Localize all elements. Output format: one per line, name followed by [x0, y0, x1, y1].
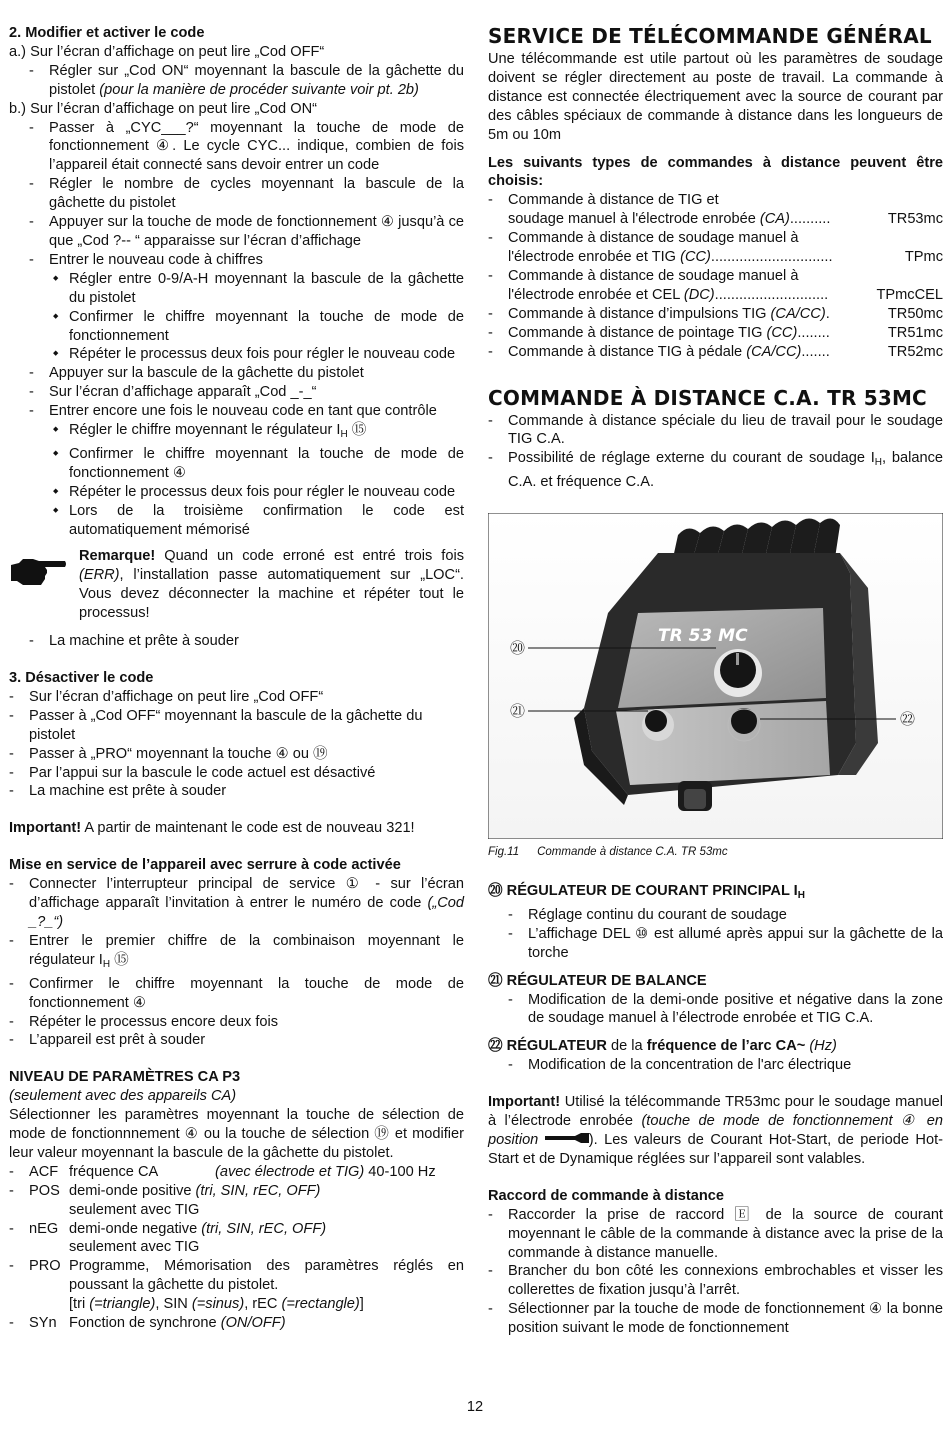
step-2b-item-7: - Entrer encore une fois le nouveau code en tant que contrôle [9, 402, 464, 421]
step-2b-item-3: - Appuyer sur la touche de mode de fonctionnement ④ jusqu’à ce que „Cod ?-- “ apparaisse sur l’écran d’affichage [9, 213, 464, 251]
callout-21: ㉑ [510, 702, 526, 721]
step-2b-bullet-1: ◆ Régler entre 0-9/A-H moyennant la bascule de la gâchette du pistolet [9, 270, 464, 308]
remote-type-item [488, 229, 943, 267]
niveau-subtitle: (seulement avec des appareils CA) [9, 1088, 237, 1105]
step-2a: a.) Sur l’écran d’affichage on peut lire „Cod OFF“ [9, 43, 325, 60]
remote-type-line2 [508, 286, 943, 305]
tr-item-1: - Commande à distance spéciale du lieu de travail pour le soudage TIG C.A. [488, 412, 943, 450]
parameter-list [9, 1163, 464, 1258]
remote-type-desc-text: soudage manuel à l'électrode enrobée [508, 211, 760, 228]
remote-type-desc [508, 248, 833, 267]
remote-type-code: TPmcCEL [876, 286, 943, 303]
param-row [9, 1220, 464, 1258]
regulateur-20-title [488, 882, 943, 906]
param-dash: - [9, 1315, 14, 1332]
important-r-label: Important! [488, 1094, 561, 1111]
remark-text-a: Quand un code erroné est entré trois fois [155, 548, 464, 565]
param-desc-text: demi-onde negative [69, 1220, 198, 1237]
remote-type-code: TR53mc [887, 211, 943, 228]
remote-type-desc [508, 343, 830, 362]
step-3-item-1: - Sur l’écran d’affichage on peut lire „Cod OFF“ [9, 688, 464, 707]
remote-type-line1: - Commande à distance de TIG et [508, 192, 719, 209]
remote-type-line2 [508, 248, 943, 267]
raccord-item-2: - Brancher du bon côté les connexions embrochables et visser les collerettes de fixation jusqu’à l’arrêt. [488, 1262, 943, 1300]
bullet-4-text: Régler le chiffre moyennant le régulateur I [69, 422, 341, 439]
important-r-a: Utilisé la télécommande TR53mc pour le soudage manuel à l’électrode enrobée [488, 1094, 943, 1130]
r22-title-c: fréquence de l’arc CA~ [646, 1038, 806, 1055]
remote-type-code: TR51mc [887, 324, 943, 341]
r20-title-sub: H [797, 890, 805, 902]
param-desc-italic: (tri, SIN, rEC, OFF) [191, 1182, 321, 1199]
remote-type-line1: - Commande à distance de soudage manuel à [508, 267, 799, 284]
important-label: Important! [9, 820, 82, 837]
param-pro [9, 1257, 464, 1314]
intro-text: Une télécommande est utile partout où les paramètres de soudage doivent se régler directement au poste de travail. La commande à distance est connectée électriquement avec la source de courant par des câbles spéciaux de commande à distance dans les longueurs de 5m ou 10m [488, 51, 943, 143]
left-column [9, 24, 464, 1333]
r20-item-1: - Réglage continu du courant de soudage [488, 906, 943, 925]
remote-type-item [488, 191, 943, 229]
param-desc [69, 1182, 464, 1201]
pro-l2-b: (=triangle) [89, 1296, 156, 1313]
param-code: ACF [29, 1163, 59, 1180]
param-pro-code: PRO [29, 1258, 61, 1275]
figure-caption-text: Commande à distance C.A. TR 53mc [537, 846, 728, 859]
param-syn-desc [69, 1314, 464, 1333]
remote-type-item [488, 324, 943, 343]
remote-types-list [488, 191, 943, 304]
important-text: A partir de maintenant le code est de nouveau 321! [81, 820, 415, 837]
types-title: Les suivants types de commandes à distance peuvent être choisis: [488, 154, 943, 190]
remote-type-dots: ........ [797, 324, 830, 341]
pro-l2-a: [tri [69, 1296, 90, 1313]
pro-l2-g: ] [359, 1296, 364, 1313]
remark-err: (ERR) [79, 567, 120, 584]
remote-type-item [488, 305, 943, 324]
mise-item-1 [9, 875, 464, 932]
param-row [9, 1182, 464, 1220]
page-number: 12 [466, 1399, 484, 1415]
mise-item-4: - Répéter le processus encore deux fois [9, 1013, 464, 1032]
remark-text-b: , l’installation passe automatiquement sur „LOC“. Vous devez déconnecter la machine et répéter tout le processus! [79, 567, 464, 622]
remote-type-item [488, 267, 943, 305]
step-2b-bullet-5: ◆ Confirmer le chiffre moyennant la touche de mode de fonctionnement ④ [9, 445, 464, 483]
tr-2-post: , balance C.A. et fréquence C.A. [508, 450, 943, 491]
raccord-item-1: - Raccorder la prise de raccord 🄴 de la source de courant moyennant le câble de la commande à distance avec la prise de la commande à distance manuelle. [488, 1206, 943, 1263]
syn-text: Fonction de synchrone [69, 1315, 221, 1332]
callout-22: ㉒ [900, 710, 916, 729]
remark-label: Remarque! [79, 548, 156, 565]
device-label: TR 53 MC [658, 626, 748, 647]
step-2b-item-4: - Entrer le nouveau code à chiffres [9, 251, 464, 270]
param-syn [9, 1314, 464, 1333]
r22-title-a: ㉒ RÉGULATEUR [488, 1038, 607, 1055]
niveau-text: Sélectionner les paramètres moyennant la touche de sélection de mode de fonctionnnement ④ ou la touche de sélection ⑲ et modifier leur valeur moyennant la bascule de la gâchette du pistolet. [9, 1107, 464, 1161]
figure-tr53mc-photo [488, 513, 943, 839]
raccord-item-3: - Sélectionner par la touche de mode de fonctionnement ④ la bonne position suivant le mode de fonctionnement [488, 1300, 943, 1338]
remote-type-dots: .......... [789, 211, 831, 228]
section-3-title: 3. Désactiver le code [9, 670, 154, 686]
remote-types-single-list [488, 305, 943, 362]
title-tr53mc: COMMANDE À DISTANCE C.A. TR 53MC [488, 385, 927, 410]
mise-2-text: Entrer le premier chiffre de la combinaison moyennant le régulateur I [29, 932, 464, 968]
param-syn-code: SYn [29, 1315, 57, 1332]
param-desc-italic: (tri, SIN, rEC, OFF) [197, 1220, 327, 1237]
mise-2-sub: H [102, 958, 111, 970]
remote-control-image [488, 513, 943, 839]
param-code: POS [29, 1182, 60, 1199]
niveau-title: NIVEAU DE PARAMÈTRES CA P3 [9, 1069, 241, 1086]
remote-type-line [508, 343, 943, 362]
callout-20: ⑳ [510, 639, 526, 658]
section-2-title: 2. Modifier et activer le code [9, 25, 205, 41]
mise-item-5: - L’appareil est prêt à souder [9, 1031, 464, 1050]
remote-type-line [508, 305, 943, 324]
mise-2-post: ⑮ [110, 951, 129, 968]
step-2b-bullet-2: ◆ Confirmer le chiffre moyennant la touche de mode de fonctionnement [9, 308, 464, 346]
remote-type-desc-text: l'électrode enrobée et TIG [508, 249, 681, 266]
remark-note [9, 547, 464, 623]
step-2b-bullet-6: ◆ Répéter le processus deux fois pour régler le nouveau code [9, 483, 464, 502]
remote-type-code: TR50mc [887, 305, 943, 322]
important-r-b: ). Les valeurs de Courant Hot-Start, de periode Hot-Start et de Dynamique réglées sur l’appareil sont valables. [488, 1132, 943, 1167]
param-desc [69, 1220, 464, 1239]
important-note [9, 819, 464, 838]
tr-2-text: Possibilité de réglage externe du courant de soudage I [508, 450, 875, 467]
step-2b: b.) Sur l’écran d’affichage on peut lire „Cod ON“ [9, 100, 317, 117]
raccord-title: Raccord de commande à distance [488, 1187, 725, 1204]
remote-type-code: TPmc [904, 249, 943, 266]
right-column [488, 24, 943, 1338]
r22-title-d: (Hz) [805, 1038, 837, 1055]
r20-item-2: - L’affichage DEL ⑩ est allumé après appui sur la gâchette de la torche [488, 925, 943, 963]
param-dash: - [9, 1182, 14, 1199]
bullet-4-post: ⑮ [347, 422, 367, 439]
pro-l2-f: (=rectangle) [281, 1296, 360, 1313]
step-3-item-5: - La machine est prête à souder [9, 782, 464, 801]
step-2b-bullet-7: ◆ Lors de la troisième confirmation le code est automatiquement mémorisé [9, 502, 464, 540]
step-3-item-3: - Passer à „PRO“ moyennant la touche ④ ou ⑲ [9, 745, 464, 764]
remote-type-desc [508, 305, 830, 324]
syn-italic: (ON/OFF) [220, 1315, 286, 1332]
r20-title-text: ⑳ RÉGULATEUR DE COURANT PRINCIPAL I [488, 883, 798, 900]
remote-type-desc-text: Commande à distance d’impulsions TIG [508, 305, 771, 322]
regulateur-21-title: ㉑ RÉGULATEUR DE BALANCE [488, 972, 707, 989]
mise-1-text: Connecter l’interrupteur principal de service ① - sur l’écran d’affichage apparaît l’invitation à entrer le numéro de code [29, 876, 464, 912]
pro-l2-d: (=sinus) [191, 1296, 245, 1313]
bullet-4-sub: H [340, 429, 348, 441]
param-dash: - [9, 1220, 14, 1237]
important-tr53mc [488, 1093, 943, 1169]
important-r-italic: (touche de mode de fonctionnement ④ en position [488, 1113, 944, 1148]
remote-type-current: (CC) [680, 249, 711, 266]
remote-type-current: (DC) [683, 286, 715, 303]
remote-type-current: (CA) [759, 211, 790, 228]
mise-en-service-title: Mise en service de l’appareil avec serrure à code activée [9, 857, 401, 874]
mise-1-italic: („Cod _?_“) [29, 895, 464, 930]
remote-type-desc-text: l'électrode enrobée et CEL [508, 286, 684, 303]
remote-type-desc-text: Commande à distance TIG à pédale [508, 343, 747, 360]
remote-type-current: (CC) [766, 324, 798, 341]
mise-item-3: - Confirmer le chiffre moyennant la touche de mode de fonctionnement ④ [9, 975, 464, 1013]
electrode-holder-icon [545, 1133, 589, 1143]
tr-item-2 [488, 449, 943, 492]
step-2a-text: Régler sur „Cod ON“ moyennant la bascule de la gâchette du pistolet [49, 62, 464, 98]
param-desc-line2: seulement avec TIG [69, 1201, 200, 1218]
figure-number: Fig.11 [488, 846, 520, 859]
step-2b-item-1: - Passer à „CYC___?“ moyennant la touche de mode de fonctionnement ④. Le cycle CYC... indique, combien de fois l’appareil était connecté sans devoir entrer un code [9, 119, 464, 176]
remote-type-line1: - Commande à distance de soudage manuel à [508, 230, 799, 247]
param-desc-text: demi-onde positive [69, 1182, 192, 1199]
step-2-end: - La machine et prête à souder [9, 632, 464, 651]
param-code: nEG [29, 1220, 59, 1237]
step-2b-item-2: - Régler le nombre de cycles moyennant la bascule de la gâchette du pistolet [9, 175, 464, 213]
remote-type-dots: .............................. [710, 249, 833, 266]
remote-type-desc [508, 210, 830, 229]
remote-type-desc [508, 324, 830, 343]
step-2a-item [9, 62, 464, 100]
param-dash: - [9, 1163, 14, 1180]
step-2b-item-6: - Sur l’écran d’affichage apparaît „Cod _-_“ [9, 383, 464, 402]
param-dash: - [9, 1258, 14, 1275]
remote-type-desc-text: Commande à distance de pointage TIG [508, 324, 767, 341]
remote-type-line2 [508, 210, 943, 229]
step-2a-italic: (pour la manière de procéder suivante voir pt. 2b) [99, 81, 419, 98]
param-pro-line2 [69, 1295, 464, 1314]
remote-type-item [488, 343, 943, 362]
pro-l2-c: , SIN [155, 1296, 192, 1313]
param-desc-text: fréquence CA [69, 1163, 159, 1180]
remote-type-desc [508, 286, 828, 305]
mise-item-2 [9, 932, 464, 975]
pro-l2-e: , rEC [244, 1296, 282, 1313]
step-3-item-4: - Par l’appui sur la bascule le code actuel est désactivé [9, 764, 464, 783]
param-desc [69, 1163, 464, 1182]
remote-type-code: TR52mc [887, 343, 943, 360]
remote-type-dots: . [825, 305, 830, 322]
step-2b-bullet-3: ◆ Répéter le processus deux fois pour régler le nouveau code [9, 345, 464, 364]
step-3-item-2: - Passer à „Cod OFF“ moyennant la bascule de la gâchette du pistolet [9, 707, 464, 745]
remote-type-dots: ............................ [714, 286, 829, 303]
pointing-hand-icon [9, 553, 67, 587]
param-pro-text: Programme, Mémorisation des paramètres réglés en poussant la gâchette du pistolet. [69, 1258, 464, 1294]
param-desc-line2: seulement avec TIG [69, 1239, 200, 1256]
step-2b-bullet-4 [9, 421, 464, 445]
param-row [9, 1163, 464, 1182]
r21-item-1: - Modification de la demi-onde positive et négative dans la zone de soudage manuel à l’électrode enrobée et TIG C.A. [488, 991, 943, 1029]
r22-item-1: - Modification de la concentration de l'arc électrique [488, 1056, 943, 1075]
regulateur-22-title [488, 1037, 943, 1056]
remote-type-dots: ....... [801, 343, 830, 360]
remote-type-line [508, 324, 943, 343]
r22-title-b: de la [606, 1038, 647, 1055]
tr-2-sub: H [874, 457, 883, 469]
remote-type-current: (CA/CC) [770, 305, 826, 322]
step-2b-item-5: - Appuyer sur la bascule de la gâchette du pistolet [9, 364, 464, 383]
param-desc-italic: (avec électrode et TIG) [215, 1163, 365, 1180]
figure-caption [488, 843, 943, 862]
param-desc-tail: 40-100 Hz [364, 1163, 436, 1180]
remote-type-current: (CA/CC) [746, 343, 802, 360]
title-service-telecommande: SERVICE DE TÉLÉCOMMANDE GÉNÉRAL [488, 24, 932, 48]
